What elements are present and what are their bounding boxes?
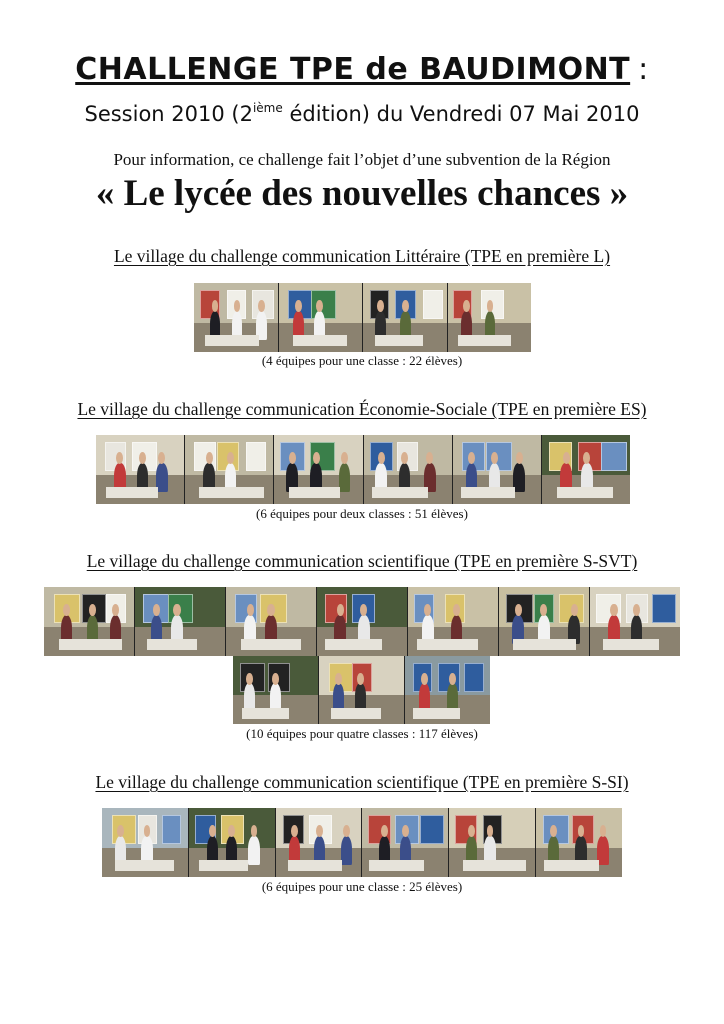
photo-table	[205, 335, 259, 346]
village-si-title: Le village du challenge communication scientifique (TPE en première S-SI)	[95, 772, 629, 792]
photo-head	[272, 673, 279, 685]
photo-poster	[246, 442, 266, 472]
stand-photo	[449, 808, 536, 877]
stand-photo	[194, 283, 279, 352]
photo-head	[453, 604, 460, 616]
stand-photo	[96, 435, 185, 504]
stand-photo	[362, 808, 449, 877]
photo-table	[463, 860, 526, 871]
stand-photo	[499, 587, 590, 656]
photo-table	[375, 335, 423, 346]
village-es-caption: (6 équipes pour deux classes : 51 élèves)	[256, 506, 468, 521]
stand-photo	[185, 435, 274, 504]
photo-poster	[652, 594, 676, 624]
photo-table	[461, 487, 515, 498]
photo-table	[289, 487, 340, 498]
photo-head	[337, 604, 344, 616]
photo-table	[147, 639, 197, 650]
photo-person	[597, 836, 608, 865]
photo-head	[295, 300, 302, 312]
village-l-title: Le village du challenge communication Littéraire (TPE en première L)	[113, 246, 611, 266]
photo-head	[227, 452, 234, 464]
photo-head	[378, 452, 385, 464]
stand-photo	[536, 808, 622, 877]
photo-head	[247, 604, 254, 616]
stand-photo	[590, 587, 680, 656]
photo-table	[59, 639, 121, 650]
stand-photo	[233, 656, 319, 724]
page-title-colon: :	[638, 52, 649, 87]
photo-head	[173, 604, 180, 616]
photo-table	[293, 335, 346, 346]
photo-table	[325, 639, 382, 650]
photo-head	[246, 673, 253, 685]
photo-table	[458, 335, 511, 346]
photo-head	[563, 452, 570, 464]
slogan: « Le lycée des nouvelles chances »	[95, 173, 629, 214]
stand-photo	[448, 283, 532, 352]
village-svt-title: Le village du challenge communication scientifique (TPE en première S-SVT)	[86, 551, 638, 571]
photo-table	[372, 487, 429, 498]
stand-photo	[274, 435, 363, 504]
photo-head	[267, 604, 274, 616]
session-text-end: édition) du Vendredi 07 Mai 2010	[282, 102, 640, 126]
stand-photo	[542, 435, 630, 504]
stand-photo	[226, 587, 317, 656]
stand-photo	[317, 587, 408, 656]
photo-head	[117, 825, 124, 837]
photo-poster	[420, 815, 444, 845]
photo-table	[288, 860, 343, 871]
photo-head	[550, 825, 557, 837]
photo-head	[291, 825, 298, 837]
photo-head	[515, 604, 522, 616]
photo-table	[241, 639, 301, 650]
session-text-start: Session 2010 (2	[84, 102, 253, 126]
stand-photo	[363, 283, 448, 352]
stand-photo	[279, 283, 364, 352]
photo-head	[468, 452, 475, 464]
subsidy-info: Pour information, ce challenge fait l’objet d’une subvention de la Région	[113, 150, 611, 169]
photo-poster	[464, 663, 484, 692]
village-svt-caption: (10 équipes pour quatre classes : 117 élèves)	[246, 726, 478, 741]
photo-table	[413, 708, 460, 719]
stand-photo	[408, 587, 499, 656]
photo-poster	[162, 815, 182, 845]
stand-photo	[319, 656, 405, 724]
photo-table	[369, 860, 424, 871]
photo-table	[106, 487, 158, 498]
photo-head	[63, 604, 70, 616]
session-superscript: ième	[252, 101, 283, 115]
photo-head	[516, 452, 523, 464]
stand-photo	[453, 435, 542, 504]
village-si-photos	[102, 808, 622, 877]
photo-head	[377, 300, 384, 312]
photo-table	[199, 860, 248, 871]
photo-head	[357, 673, 364, 685]
session-line	[0, 101, 724, 126]
photo-head	[571, 604, 578, 616]
photo-table	[331, 708, 381, 719]
stand-photo	[405, 656, 490, 724]
photo-table	[544, 860, 599, 871]
photo-poster	[423, 290, 443, 320]
photo-head	[401, 452, 408, 464]
photo-table	[417, 639, 478, 650]
page-title	[0, 52, 724, 87]
village-svt-photos-row1	[44, 587, 680, 656]
photo-table	[603, 639, 659, 650]
photo-head	[316, 825, 323, 837]
stand-photo	[189, 808, 276, 877]
photo-head	[421, 673, 428, 685]
village-l-caption: (4 équipes pour une classe : 22 élèves)	[261, 353, 463, 368]
stand-photo	[44, 587, 135, 656]
photo-table	[557, 487, 613, 498]
village-es-title: Le village du challenge communication Économie-Sociale (TPE en première ES)	[77, 399, 647, 419]
photo-table	[242, 708, 290, 719]
photo-person	[248, 836, 259, 865]
stand-photo	[276, 808, 363, 877]
village-si-caption: (6 équipes pour une classe : 25 élèves)	[261, 879, 463, 894]
photo-head	[206, 452, 213, 464]
photo-head	[491, 452, 498, 464]
photo-head	[463, 300, 470, 312]
photo-table	[513, 639, 575, 650]
village-svt-photos-row2	[233, 656, 490, 724]
village-l-photos	[194, 283, 531, 352]
photo-head	[449, 673, 456, 685]
photo-head	[316, 300, 323, 312]
photo-head	[610, 604, 617, 616]
photo-head	[468, 825, 475, 837]
stand-photo	[364, 435, 453, 504]
stand-photo	[135, 587, 226, 656]
photo-head	[313, 452, 320, 464]
photo-head	[153, 604, 160, 616]
photo-head	[335, 673, 342, 685]
photo-table	[115, 860, 174, 871]
photo-table	[199, 487, 263, 498]
photo-head	[402, 300, 409, 312]
village-es-photos	[96, 435, 630, 504]
page-title-text: CHALLENGE TPE de BAUDIMONT	[75, 52, 631, 87]
photo-head	[343, 825, 350, 837]
photo-person	[339, 463, 350, 492]
photo-poster	[601, 442, 627, 472]
photo-head	[289, 452, 296, 464]
stand-photo	[102, 808, 189, 877]
